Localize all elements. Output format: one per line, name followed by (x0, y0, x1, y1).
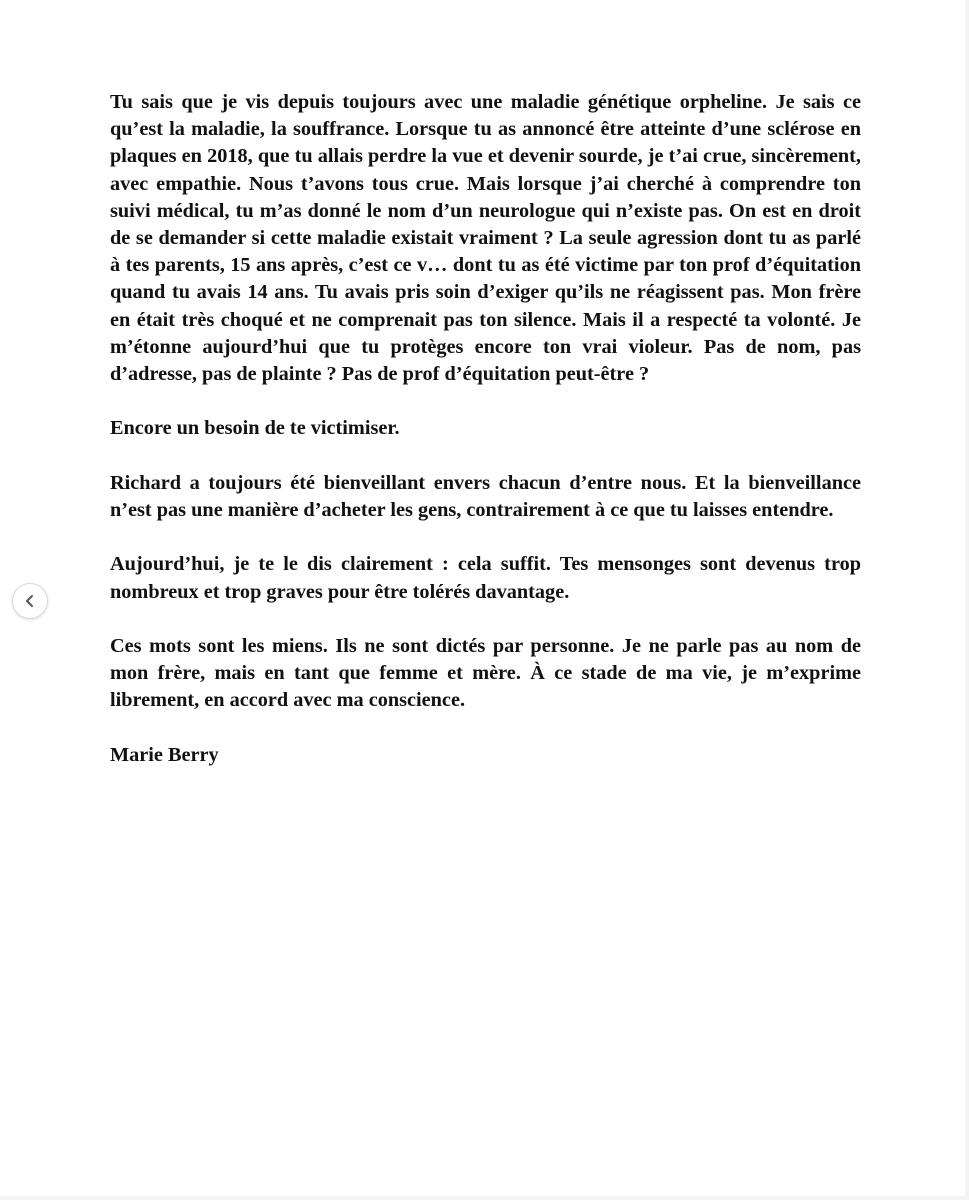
letter-paragraph: Richard a toujours été bienveillant envers chacun d’entre nous. Et la bienveillance n’est pas une manière d’acheter les gens, contrairement à ce que tu laisses entendre. (110, 471, 861, 522)
letter-body (110, 89, 861, 796)
letter-paragraph: Encore un besoin de te victimiser. (110, 417, 400, 440)
chevron-left-icon (23, 594, 37, 608)
image-edge-bottom (0, 1196, 969, 1200)
letter-signature: Marie Berry (110, 743, 219, 766)
image-edge-right (965, 0, 969, 1200)
letter-paragraph: Tu sais que je vis depuis toujours avec une maladie génétique orpheline. Je sais ce qu’est la maladie, la souffrance. Lorsque tu as annoncé être atteinte d’une sclérose en plaques en 2018, que tu allais perdre la vue et devenir sourde, je t’ai crue, sincèrement, avec empathie. Nous t’avons tous crue. Mais lorsque j’ai cherché à comprendre ton suivi médical, tu m’as donné le nom d’un neurologue qui n’existe pas. On est en droit de se demander si cette maladie existait vraiment ? La seule agression dont tu as parlé à tes parents, 15 ans après, c’est ce v… dont tu as été victime par ton prof d’équitation quand tu avais 14 ans. Tu avais pris soin d’exiger qu’ils ne réagissent pas. Mon frère en était très choqué et ne comprenait pas ton silence. Mais il a respecté ta volonté. Je m’étonne aujourd’hui que tu protèges encore ton vrai violeur. Pas de nom, pas d’adresse, pas de plainte ? Pas de prof d’équitation peut-être ? (110, 91, 861, 386)
letter-paragraph: Aujourd’hui, je te le dis clairement : cela suffit. Tes mensonges sont devenus trop nombreux et trop graves pour être tolérés davantage. (110, 553, 861, 603)
previous-image-button[interactable] (12, 583, 48, 619)
letter-paragraph: Ces mots sont les miens. Ils ne sont dictés par personne. Je ne parle pas au nom de mon frère, mais en tant que femme et mère. À ce stade de ma vie, je m’exprime librement, en accord avec ma conscience. (110, 635, 861, 712)
